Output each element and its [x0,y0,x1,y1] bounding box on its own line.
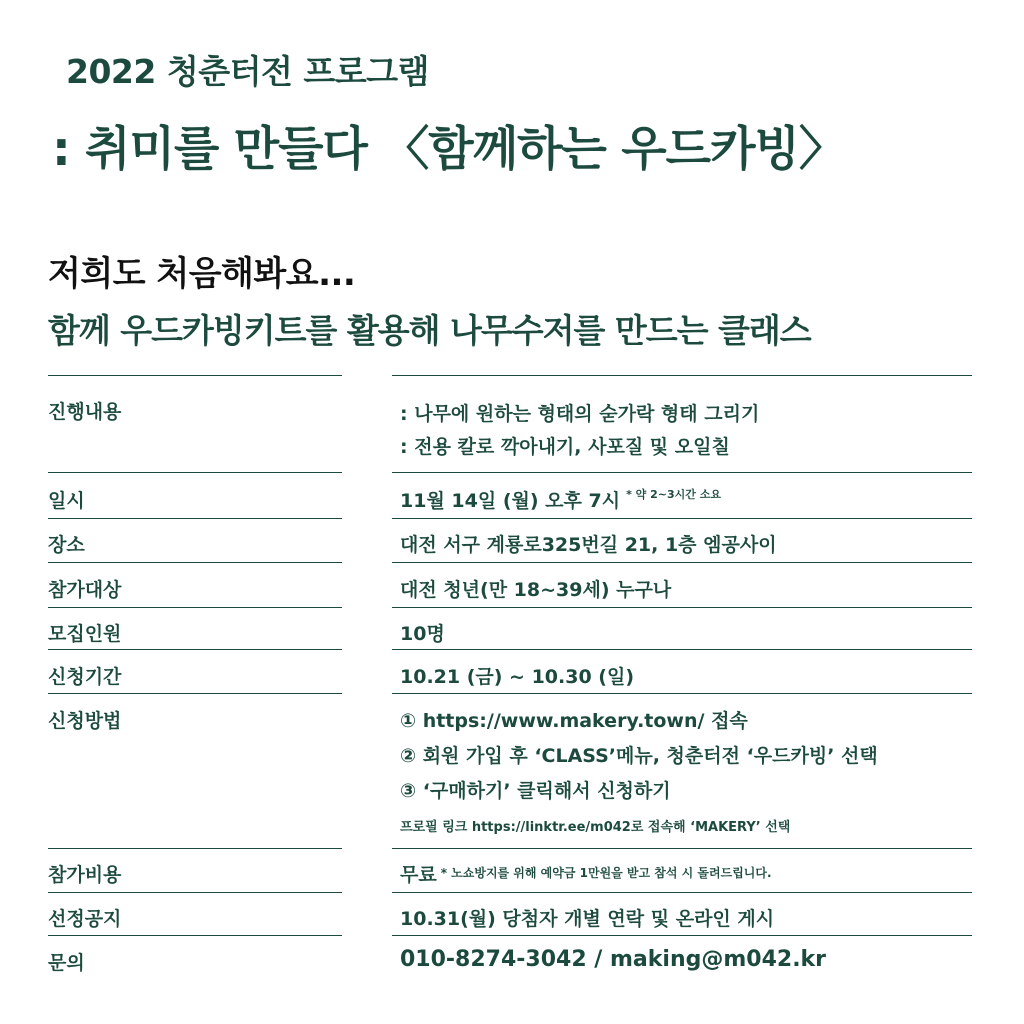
date-row [400,486,721,513]
method-note: 프로필 링크 https://linktr.ee/m042로 접속해 ‘MAKERY’ 선택 [400,820,791,835]
contact-label: 문의 [48,952,85,974]
divider [48,649,342,650]
method-label: 신청방법 [48,710,122,732]
intro-line-1: 저희도 처음해봐요... [48,254,356,294]
capacity-value: 10명 [400,623,445,645]
target-value: 대전 청년(만 18~39세) 누구나 [400,579,672,601]
title-line-2: : 취미를 만들다 〈함께하는 우드카빙〉 [52,122,845,177]
method-step-2: ② 회원 가입 후 ‘CLASS’메뉴, 청춘터전 ‘우드카빙’ 선택 [400,745,878,767]
divider [48,848,342,849]
place-label: 장소 [48,534,85,556]
divider [392,562,972,563]
fee-row [400,860,772,887]
intro-line-2: 함께 우드카빙키트를 활용해 나무수저를 만드는 클래스 [48,311,811,350]
divider [48,935,342,936]
period-label: 신청기간 [48,666,122,688]
date-label: 일시 [48,490,85,512]
date-note: * 약 2~3시간 소요 [626,488,721,501]
divider [48,693,342,694]
divider [392,935,972,936]
divider [392,375,972,376]
content-item-1: : 나무에 원하는 형태의 숟가락 형태 그리기 [400,403,760,425]
fee-note: * 노쇼방지를 위해 예약금 1만원을 받고 참석 시 돌려드립니다. [440,866,772,880]
divider [48,562,342,563]
fee-value: 무료 [400,864,437,886]
place-value: 대전 서구 계룡로325번길 21, 1층 엠공사이 [400,534,777,556]
divider [392,848,972,849]
divider [392,693,972,694]
method-step-1: ① https://www.makery.town/ 접속 [400,710,748,732]
title-line-1: 2022 청춘터전 프로그램 [66,52,429,91]
divider [392,607,972,608]
divider [48,518,342,519]
target-label: 참가대상 [48,579,122,601]
date-value: 11월 14일 (월) 오후 7시 [400,490,621,512]
divider [392,472,972,473]
divider [392,649,972,650]
content-label: 진행내용 [48,401,122,423]
divider [392,518,972,519]
divider [48,472,342,473]
period-value: 10.21 (금) ~ 10.30 (일) [400,666,635,688]
notice-value: 10.31(월) 당첨자 개별 연락 및 온라인 게시 [400,908,775,930]
content-item-2: : 전용 칼로 깍아내기, 사포질 및 오일칠 [400,436,730,458]
divider [48,607,342,608]
method-step-3: ③ ‘구매하기’ 클릭해서 신청하기 [400,780,671,802]
divider [392,892,972,893]
contact-value: 010-8274-3042 / making@m042.kr [400,947,827,972]
capacity-label: 모집인원 [48,623,122,645]
divider [48,375,342,376]
notice-label: 선정공지 [48,908,122,930]
fee-label: 참가비용 [48,864,122,886]
divider [48,892,342,893]
